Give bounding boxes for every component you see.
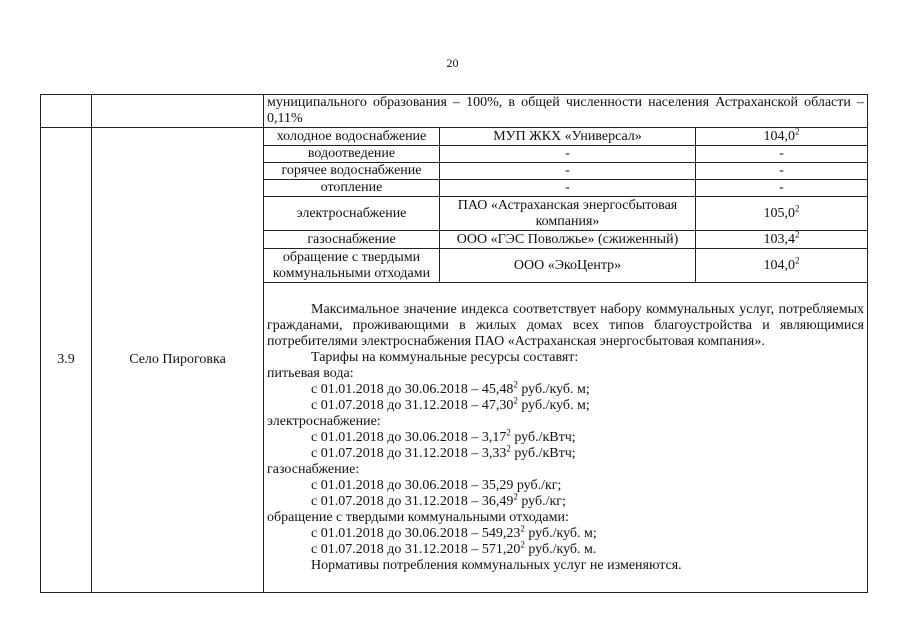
service-provider: ПАО «Астраханская энергосбытовая компания» [440,197,696,231]
services-table [40,94,868,593]
electricity-tariff-line [267,426,864,446]
service-row [41,128,868,146]
tariff-text: с 01.07.2018 до 31.12.2018 – 571,20 [311,541,521,557]
tariff-unit: руб./кг; [517,493,566,509]
footnote-mark: 2 [513,394,518,405]
gas-tariff-line: с 01.01.2018 до 30.06.2018 – 35,29 руб./кг; [311,477,562,493]
electricity-tariff-line [267,442,864,462]
index-value: - [696,163,868,180]
tariffs-intro: Тарифы на коммунальные ресурсы составят: [311,349,579,365]
service-provider: ООО «ЭкоЦентр» [440,249,696,283]
footnote-mark: 2 [520,538,525,549]
continuation-text: муниципального образования – 100%, в общей численности населения Астраханской области – 0,11% [264,95,868,128]
waste-tariff-line [267,538,864,558]
gas-tariff-line [267,490,864,510]
service-provider: - [440,146,696,163]
tariff-unit: руб./куб. м; [524,525,597,541]
continuation-row [41,95,868,128]
index-number: 104,0 [763,128,795,144]
max-index-paragraph: Максимальное значение индекса соответствует набору коммунальных услуг, потребляемых гражданами, проживающими в жилых домах всех типов благоустройства и являющимися потребителями электроснабжения ПАО «Астраханская энергосбытовая компания». [267,301,864,349]
notes-cell [264,283,868,593]
service-name: горячее водоснабжение [264,163,440,180]
water-tariff-line [267,378,864,398]
footnote-mark: 2 [795,125,800,136]
index-number: 103,4 [763,231,795,247]
footnote-mark: 2 [506,426,511,437]
tariff-text: с 01.07.2018 до 31.12.2018 – 3,33 [311,445,507,461]
footnote-mark: 2 [795,228,800,239]
locality-name: Село Пироговка [92,128,264,593]
waste-heading: обращение с твердыми коммунальными отходами: [267,509,569,525]
electricity-heading: электроснабжение: [267,413,381,429]
service-name: газоснабжение [264,231,440,249]
service-name: водоотведение [264,146,440,163]
empty-number-cell [41,95,92,128]
water-heading: питьевая вода: [267,365,354,381]
tariff-text: с 01.01.2018 до 30.06.2018 – 549,23 [311,525,521,541]
footnote-mark: 2 [513,378,518,389]
index-number: 104,0 [763,257,795,273]
tariff-unit: руб./куб. м; [517,381,590,397]
waste-tariff-line [267,522,864,542]
closing-sentence: Нормативы потребления коммунальных услуг не изменяются. [311,557,682,573]
service-provider: - [440,180,696,197]
index-value [696,228,868,249]
empty-locality-cell [92,95,264,128]
tariff-text: с 01.07.2018 до 31.12.2018 – 36,49 [311,493,514,509]
index-value [696,249,868,283]
tariff-unit: руб./кВтч; [510,445,576,461]
footnote-mark: 2 [795,202,800,213]
footnote-mark: 2 [795,254,800,265]
tariff-text: с 01.01.2018 до 30.06.2018 – 3,17 [311,429,507,445]
tariff-unit: руб./куб. м. [524,541,597,557]
tariff-text: с 01.01.2018 до 30.06.2018 – 45,48 [311,381,514,397]
service-name: электроснабжение [264,197,440,231]
index-number: 105,0 [763,205,795,221]
service-provider: ООО «ГЭС Поволжье» (сжиженный) [440,231,696,249]
footnote-mark: 2 [513,490,518,501]
index-value: - [696,146,868,163]
service-provider: - [440,163,696,180]
service-provider: МУП ЖКХ «Универсал» [440,128,696,146]
index-value: - [696,180,868,197]
footnote-mark: 2 [506,442,511,453]
row-number: 3.9 [41,128,92,593]
service-name: отопление [264,180,440,197]
gas-heading: газоснабжение: [267,461,360,477]
tariff-unit: руб./куб. м; [517,397,590,413]
index-value [696,125,868,146]
index-value [696,197,868,231]
page-number: 20 [446,56,459,70]
service-name: обращение с твердыми коммунальными отходами [264,249,440,283]
tariff-text: с 01.07.2018 до 31.12.2018 – 47,30 [311,397,514,413]
tariff-unit: руб./кВтч; [510,429,576,445]
service-name: холодное водоснабжение [264,128,440,146]
water-tariff-line [267,394,864,414]
footnote-mark: 2 [520,522,525,533]
